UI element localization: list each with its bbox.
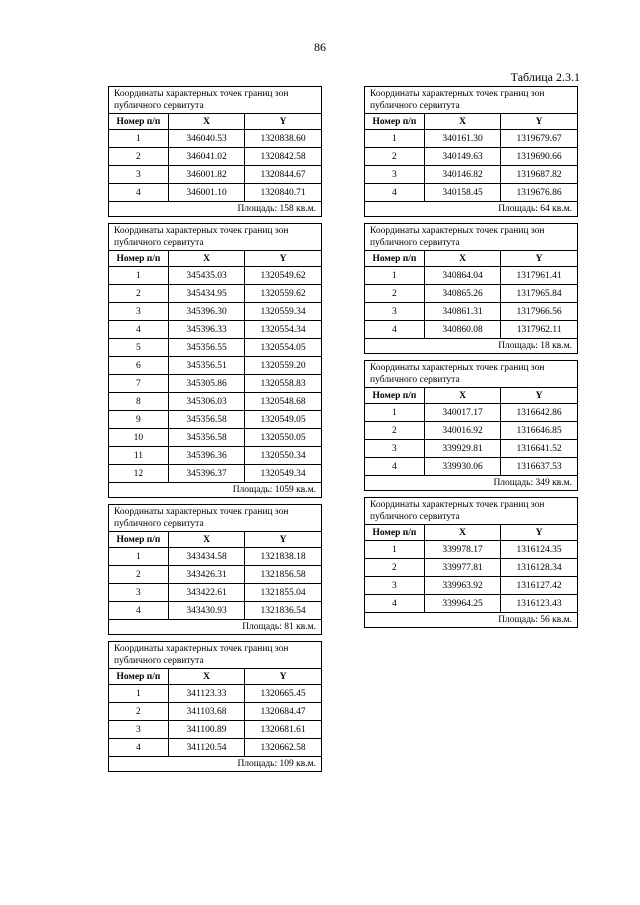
y-coordinate: 1320550.05: [245, 429, 321, 447]
table-row: [109, 166, 321, 184]
y-coordinate: 1320842.58: [245, 148, 321, 166]
point-number: 3: [365, 303, 424, 321]
x-coordinate: 339964.25: [424, 595, 500, 613]
coordinate-table: [365, 498, 577, 627]
header-num: Номер п/п: [365, 251, 424, 267]
y-coordinate: 1320662.58: [245, 739, 321, 757]
table-title-row: [109, 87, 321, 114]
point-number: 4: [109, 184, 168, 202]
header-x: X: [168, 669, 244, 685]
area-row: [109, 483, 321, 498]
y-coordinate: 1320559.34: [245, 303, 321, 321]
point-number: 1: [365, 267, 424, 285]
point-number: 4: [109, 321, 168, 339]
area-row: [365, 202, 577, 217]
table-title-row: [109, 505, 321, 532]
table-row: [109, 429, 321, 447]
x-coordinate: 339978.17: [424, 541, 500, 559]
table-row: [109, 148, 321, 166]
x-coordinate: 343434.58: [168, 548, 244, 566]
coordinate-table-block: [364, 497, 578, 628]
y-coordinate: 1321856.58: [245, 566, 321, 584]
y-coordinate: 1320665.45: [245, 685, 321, 703]
table-title: Координаты характерных точек границ зон публичного сервитута: [365, 224, 577, 251]
point-number: 12: [109, 465, 168, 483]
x-coordinate: 339977.81: [424, 559, 500, 577]
point-number: 1: [109, 685, 168, 703]
header-x: X: [424, 388, 500, 404]
point-number: 11: [109, 447, 168, 465]
y-coordinate: 1316637.53: [501, 458, 577, 476]
y-coordinate: 1316128.34: [501, 559, 577, 577]
x-coordinate: 340865.26: [424, 285, 500, 303]
y-coordinate: 1319690.66: [501, 148, 577, 166]
x-coordinate: 341103.68: [168, 703, 244, 721]
point-number: 2: [365, 422, 424, 440]
table-row: [365, 285, 577, 303]
table-header-row: [109, 532, 321, 548]
x-coordinate: 341120.54: [168, 739, 244, 757]
table-row: [365, 577, 577, 595]
table-row: [365, 422, 577, 440]
coordinate-table: [365, 224, 577, 353]
x-coordinate: 340864.04: [424, 267, 500, 285]
header-y: Y: [245, 532, 321, 548]
table-row: [109, 703, 321, 721]
point-number: 2: [109, 148, 168, 166]
table-row: [365, 166, 577, 184]
x-coordinate: 345356.58: [168, 429, 244, 447]
table-row: [365, 595, 577, 613]
coordinate-table: [109, 642, 321, 771]
x-coordinate: 339930.06: [424, 458, 500, 476]
table-title: Координаты характерных точек границ зон публичного сервитута: [109, 505, 321, 532]
header-num: Номер п/п: [109, 532, 168, 548]
point-number: 1: [109, 267, 168, 285]
table-row: [109, 548, 321, 566]
x-coordinate: 345434.95: [168, 285, 244, 303]
point-number: 3: [365, 166, 424, 184]
area-value: Площадь: 109 кв.м.: [109, 757, 321, 772]
x-coordinate: 339929.81: [424, 440, 500, 458]
header-y: Y: [501, 114, 577, 130]
table-row: [365, 458, 577, 476]
right-column: [364, 86, 578, 634]
x-coordinate: 345396.30: [168, 303, 244, 321]
header-x: X: [168, 251, 244, 267]
table-header-row: [365, 525, 577, 541]
point-number: 10: [109, 429, 168, 447]
table-row: [365, 303, 577, 321]
point-number: 3: [109, 584, 168, 602]
area-row: [109, 620, 321, 635]
coordinate-table-block: [364, 223, 578, 354]
y-coordinate: 1317966.56: [501, 303, 577, 321]
y-coordinate: 1316642.86: [501, 404, 577, 422]
table-row: [109, 357, 321, 375]
table-row: [109, 375, 321, 393]
point-number: 2: [109, 285, 168, 303]
coordinate-table-block: [108, 504, 322, 635]
y-coordinate: 1321855.04: [245, 584, 321, 602]
table-header-row: [109, 669, 321, 685]
point-number: 4: [109, 739, 168, 757]
point-number: 4: [365, 321, 424, 339]
area-row: [109, 202, 321, 217]
point-number: 1: [109, 130, 168, 148]
y-coordinate: 1321836.54: [245, 602, 321, 620]
left-column: [108, 86, 322, 778]
y-coordinate: 1316641.52: [501, 440, 577, 458]
point-number: 3: [109, 166, 168, 184]
y-coordinate: 1316123.43: [501, 595, 577, 613]
table-title-row: [365, 498, 577, 525]
area-row: [109, 757, 321, 772]
point-number: 2: [365, 148, 424, 166]
point-number: 1: [365, 130, 424, 148]
coordinate-table-block: [364, 86, 578, 217]
point-number: 4: [365, 184, 424, 202]
area-value: Площадь: 1059 кв.м.: [109, 483, 321, 498]
point-number: 2: [365, 285, 424, 303]
table-row: [365, 541, 577, 559]
table-row: [365, 404, 577, 422]
y-coordinate: 1320549.34: [245, 465, 321, 483]
page-number: 86: [314, 40, 326, 54]
table-header-row: [365, 388, 577, 404]
y-coordinate: 1320554.05: [245, 339, 321, 357]
coordinate-table-block: [108, 641, 322, 772]
x-coordinate: 345396.33: [168, 321, 244, 339]
x-coordinate: 340861.31: [424, 303, 500, 321]
table-row: [109, 465, 321, 483]
table-row: [365, 440, 577, 458]
coordinate-table-block: [108, 223, 322, 498]
area-row: [365, 613, 577, 628]
x-coordinate: 345305.86: [168, 375, 244, 393]
coordinate-table-block: [108, 86, 322, 217]
point-number: 1: [365, 541, 424, 559]
table-row: [109, 584, 321, 602]
y-coordinate: 1320558.83: [245, 375, 321, 393]
table-header-row: [109, 114, 321, 130]
table-row: [109, 321, 321, 339]
area-value: Площадь: 56 кв.м.: [365, 613, 577, 628]
table-row: [365, 148, 577, 166]
y-coordinate: 1320840.71: [245, 184, 321, 202]
x-coordinate: 340860.08: [424, 321, 500, 339]
point-number: 2: [109, 703, 168, 721]
point-number: 4: [109, 602, 168, 620]
coordinate-table: [365, 361, 577, 490]
y-coordinate: 1320681.61: [245, 721, 321, 739]
y-coordinate: 1316646.85: [501, 422, 577, 440]
coordinate-table: [365, 87, 577, 216]
x-coordinate: 343426.31: [168, 566, 244, 584]
y-coordinate: 1317961.41: [501, 267, 577, 285]
header-x: X: [424, 525, 500, 541]
area-value: Площадь: 158 кв.м.: [109, 202, 321, 217]
y-coordinate: 1320549.62: [245, 267, 321, 285]
table-row: [109, 447, 321, 465]
y-coordinate: 1320844.67: [245, 166, 321, 184]
table-row: [109, 184, 321, 202]
y-coordinate: 1320550.34: [245, 447, 321, 465]
point-number: 6: [109, 357, 168, 375]
coordinate-table: [109, 505, 321, 634]
header-num: Номер п/п: [109, 114, 168, 130]
y-coordinate: 1320559.62: [245, 285, 321, 303]
header-num: Номер п/п: [365, 525, 424, 541]
table-row: [109, 130, 321, 148]
header-num: Номер п/п: [109, 251, 168, 267]
x-coordinate: 343422.61: [168, 584, 244, 602]
header-num: Номер п/п: [365, 114, 424, 130]
x-coordinate: 345435.03: [168, 267, 244, 285]
table-row: [365, 184, 577, 202]
x-coordinate: 345306.03: [168, 393, 244, 411]
table-row: [365, 559, 577, 577]
point-number: 3: [365, 440, 424, 458]
table-title: Координаты характерных точек границ зон публичного сервитута: [365, 361, 577, 388]
coordinate-table-block: [364, 360, 578, 491]
header-x: X: [424, 251, 500, 267]
table-row: [109, 303, 321, 321]
x-coordinate: 345356.55: [168, 339, 244, 357]
table-header-row: [365, 251, 577, 267]
x-coordinate: 346041.02: [168, 148, 244, 166]
x-coordinate: 339963.92: [424, 577, 500, 595]
header-y: Y: [501, 525, 577, 541]
table-title: Координаты характерных точек границ зон публичного сервитута: [365, 498, 577, 525]
y-coordinate: 1320684.47: [245, 703, 321, 721]
area-value: Площадь: 18 кв.м.: [365, 339, 577, 354]
header-y: Y: [245, 669, 321, 685]
table-row: [109, 285, 321, 303]
y-coordinate: 1320838.60: [245, 130, 321, 148]
x-coordinate: 345356.51: [168, 357, 244, 375]
x-coordinate: 343430.93: [168, 602, 244, 620]
point-number: 2: [365, 559, 424, 577]
header-y: Y: [501, 251, 577, 267]
table-header-row: [109, 251, 321, 267]
point-number: 4: [365, 595, 424, 613]
x-coordinate: 346001.82: [168, 166, 244, 184]
table-title-row: [365, 224, 577, 251]
table-row: [109, 411, 321, 429]
area-value: Площадь: 349 кв.м.: [365, 476, 577, 491]
x-coordinate: 340017.17: [424, 404, 500, 422]
y-coordinate: 1319679.67: [501, 130, 577, 148]
coordinate-table: [109, 224, 321, 497]
point-number: 2: [109, 566, 168, 584]
y-coordinate: 1320559.20: [245, 357, 321, 375]
y-coordinate: 1319676.86: [501, 184, 577, 202]
x-coordinate: 346040.53: [168, 130, 244, 148]
table-title: Координаты характерных точек границ зон публичного сервитута: [109, 87, 321, 114]
x-coordinate: 340016.92: [424, 422, 500, 440]
point-number: 8: [109, 393, 168, 411]
coordinate-table: [109, 87, 321, 216]
table-title-row: [109, 642, 321, 669]
table-row: [109, 339, 321, 357]
x-coordinate: 345356.58: [168, 411, 244, 429]
x-coordinate: 346001.10: [168, 184, 244, 202]
table-title: Координаты характерных точек границ зон публичного сервитута: [109, 224, 321, 251]
x-coordinate: 340149.63: [424, 148, 500, 166]
y-coordinate: 1320548.68: [245, 393, 321, 411]
point-number: 3: [109, 721, 168, 739]
area-row: [365, 476, 577, 491]
x-coordinate: 340146.82: [424, 166, 500, 184]
point-number: 1: [109, 548, 168, 566]
x-coordinate: 345396.37: [168, 465, 244, 483]
table-row: [109, 721, 321, 739]
table-row: [365, 321, 577, 339]
table-label: Таблица 2.3.1: [510, 70, 580, 84]
area-value: Площадь: 81 кв.м.: [109, 620, 321, 635]
table-row: [109, 739, 321, 757]
header-y: Y: [245, 114, 321, 130]
table-title-row: [109, 224, 321, 251]
table-row: [365, 130, 577, 148]
table-row: [109, 566, 321, 584]
point-number: 3: [365, 577, 424, 595]
x-coordinate: 341123.33: [168, 685, 244, 703]
y-coordinate: 1316127.42: [501, 577, 577, 595]
table-row: [109, 685, 321, 703]
x-coordinate: 341100.89: [168, 721, 244, 739]
y-coordinate: 1317962.11: [501, 321, 577, 339]
point-number: 7: [109, 375, 168, 393]
table-title: Координаты характерных точек границ зон публичного сервитута: [365, 87, 577, 114]
table-title-row: [365, 361, 577, 388]
area-value: Площадь: 64 кв.м.: [365, 202, 577, 217]
header-y: Y: [245, 251, 321, 267]
header-num: Номер п/п: [109, 669, 168, 685]
point-number: 9: [109, 411, 168, 429]
table-row: [109, 393, 321, 411]
header-y: Y: [501, 388, 577, 404]
table-row: [365, 267, 577, 285]
header-x: X: [424, 114, 500, 130]
table-row: [109, 602, 321, 620]
header-x: X: [168, 532, 244, 548]
table-header-row: [365, 114, 577, 130]
point-number: 1: [365, 404, 424, 422]
header-x: X: [168, 114, 244, 130]
x-coordinate: 340161.30: [424, 130, 500, 148]
x-coordinate: 340158.45: [424, 184, 500, 202]
x-coordinate: 345396.36: [168, 447, 244, 465]
y-coordinate: 1321838.18: [245, 548, 321, 566]
header-num: Номер п/п: [365, 388, 424, 404]
point-number: 5: [109, 339, 168, 357]
table-title-row: [365, 87, 577, 114]
table-title: Координаты характерных точек границ зон публичного сервитута: [109, 642, 321, 669]
y-coordinate: 1320549.05: [245, 411, 321, 429]
y-coordinate: 1317965.84: [501, 285, 577, 303]
point-number: 3: [109, 303, 168, 321]
table-row: [109, 267, 321, 285]
y-coordinate: 1320554.34: [245, 321, 321, 339]
y-coordinate: 1316124.35: [501, 541, 577, 559]
point-number: 4: [365, 458, 424, 476]
area-row: [365, 339, 577, 354]
y-coordinate: 1319687.82: [501, 166, 577, 184]
